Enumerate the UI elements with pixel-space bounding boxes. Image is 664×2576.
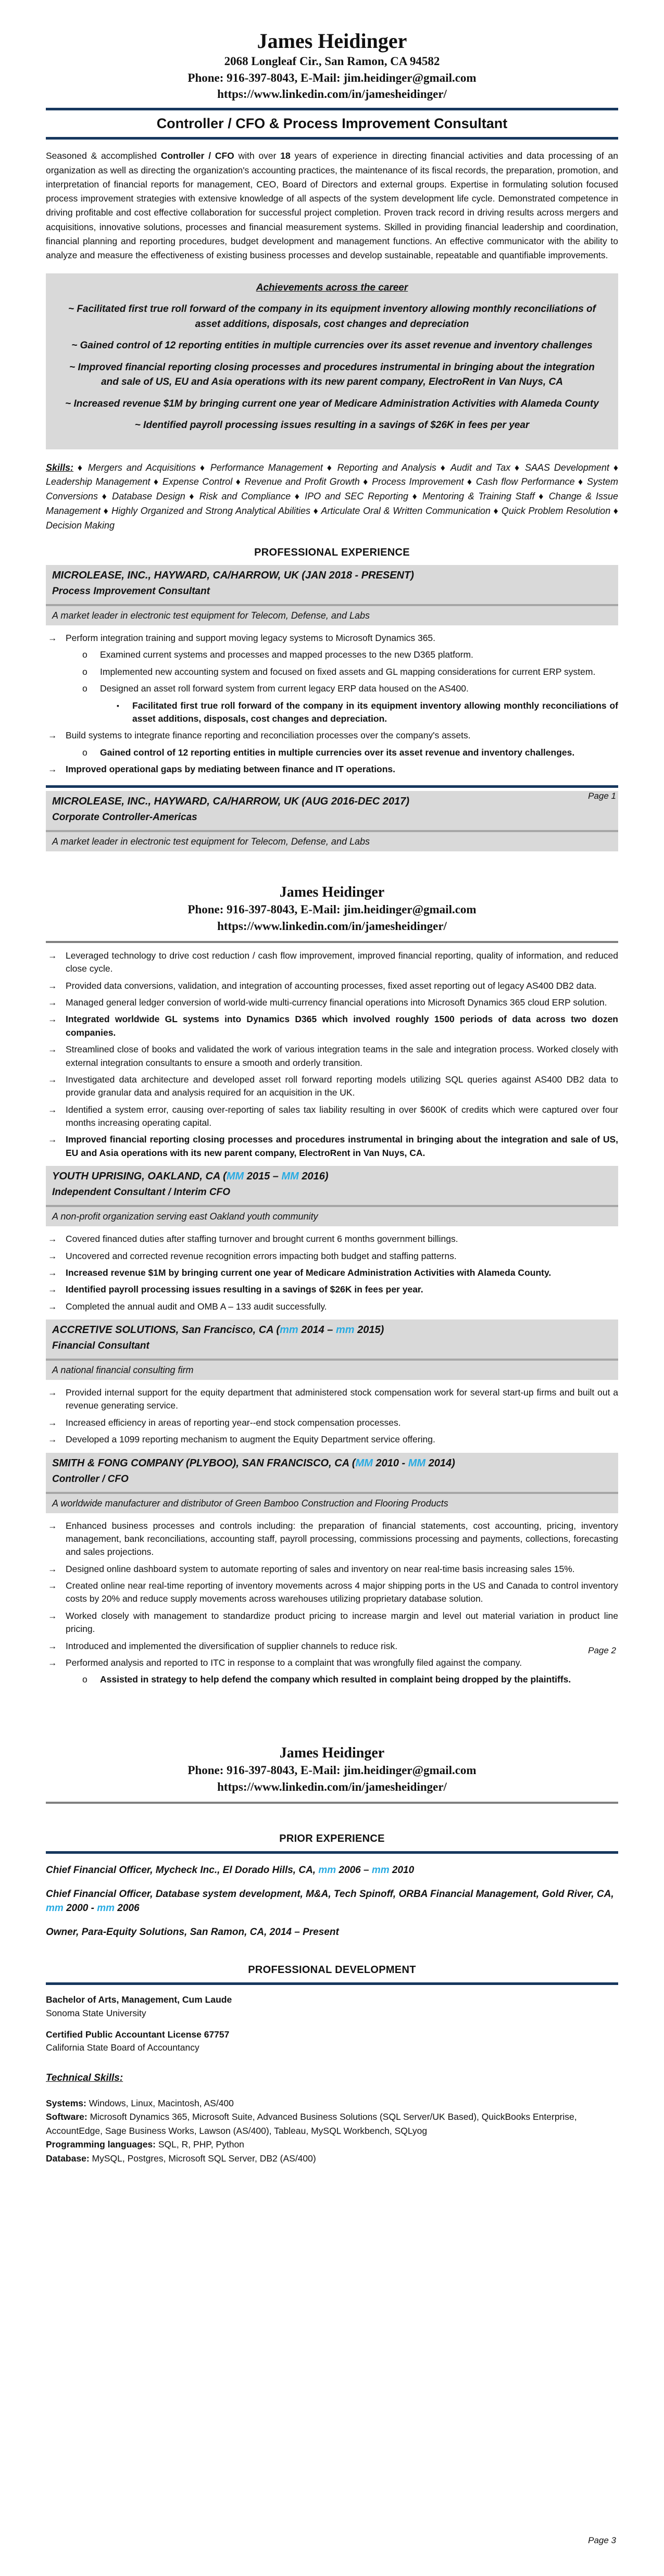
month-placeholder: MM <box>355 1457 373 1469</box>
bullet-arrow-icon: → <box>48 1014 57 1025</box>
tech-values: MySQL, Postgres, Microsoft SQL Server, DB2 (AS/400) <box>89 2153 316 2164</box>
tech-skill-row <box>46 2096 618 2110</box>
job-bullets <box>46 1386 618 1447</box>
tech-label: Programming languages: <box>46 2139 156 2150</box>
achievement-item: ~ Improved financial reporting closing processes and procedures instrumental in bringing about the integration and sale of US, EU and Asia operations with its new parent company, ElectroRent in Van Nuys, CA <box>69 361 595 388</box>
job-company-line <box>52 1456 612 1470</box>
text-run: Owner, Para-Equity Solutions, San Ramon, CA, 2014 – Present <box>46 1926 339 1938</box>
job-company-line <box>52 569 612 582</box>
text-run: 2010 - <box>372 1457 408 1469</box>
tech-label: Systems: <box>46 2097 86 2108</box>
text-run: 2010 <box>389 1864 415 1876</box>
job-title: Corporate Controller-Americas <box>52 812 197 823</box>
job-title: Financial Consultant <box>52 1340 149 1352</box>
candidate-linkedin: https://www.linkedin.com/in/jamesheidinger/ <box>217 87 447 101</box>
bullet-circle-icon: o <box>82 666 87 677</box>
bullet-item: o Assisted in strategy to help defend the company which resulted in complaint being dropped by the plaintiffs. <box>46 1673 618 1686</box>
achievement-item: ~ Identified payroll processing issues resulting in a savings of $26K in fees per year <box>134 420 530 431</box>
page-2 <box>0 859 664 1717</box>
job-description: A market leader in electronic test equipment for Telecom, Defense, and Labs <box>46 604 618 625</box>
job-bullets <box>46 1519 618 1687</box>
tech-label: Software: <box>46 2112 87 2122</box>
page-number: Page 2 <box>588 1645 616 1655</box>
bullet-item: → Identified a system error, causing over-reporting of sales tax liability resulting in over $600K of credits which were captured over four months increasing operating capital. <box>46 1103 618 1130</box>
divider <box>46 108 618 110</box>
candidate-name: James Heidinger <box>279 1745 385 1761</box>
candidate-name: James Heidinger <box>257 29 407 53</box>
bullet-arrow-icon: → <box>48 1134 57 1145</box>
bullet-item: → Integrated worldwide GL systems into Dynamics D365 which involved roughly 1500 periods of data across two dozen companies. <box>46 1013 618 1039</box>
bullet-arrow-icon: → <box>48 1563 57 1574</box>
bullet-item: → Streamlined close of books and validated the work of various integration teams in the sale and integration process. Worked closely with external integration consultants to ensure a smooth and orderly transition. <box>46 1043 618 1070</box>
divider <box>46 1802 618 1804</box>
bullet-arrow-icon: → <box>48 1267 57 1278</box>
prior-experience-item <box>46 1887 618 1916</box>
achievement-item: ~ Increased revenue $1M by bringing current one year of Medicare Administration Activities with Alameda County <box>65 398 599 409</box>
bullet-arrow-icon: → <box>48 1284 57 1295</box>
education-degree-block <box>46 1993 618 2020</box>
bullet-item: → Perform integration training and support moving legacy systems to Microsoft Dynamics 365. <box>46 632 618 645</box>
bullet-arrow-icon: → <box>48 1234 57 1245</box>
education-cert-block <box>46 2028 618 2055</box>
text-run: MICROLEASE, INC., HAYWARD, CA/HARROW, UK (JAN 2018 - PRESENT) <box>52 570 414 582</box>
bullet-arrow-icon: → <box>48 950 57 961</box>
bullet-arrow-icon: → <box>48 1434 57 1445</box>
page-3 <box>0 1717 664 2576</box>
job-title: Controller / CFO <box>52 1473 129 1485</box>
skills-list: ♦ Mergers and Acquisitions ♦ Performance Management ♦ Reporting and Analysis ♦ Audit and Tax ♦ SAAS Development ♦ Leadership Management ♦ Expense Control ♦ Revenue and Profit Growth ♦ Process Improvement ♦ Cash flow Performance ♦ System Conversions ♦ Database Design ♦ Risk and Compliance ♦ IPO and SEC Reporting ♦ Mentoring & Training Staff ♦ Change & Issue Management ♦ Highly Organized and Strong Analytical Abilities ♦ Articulate Oral & Written Communication ♦ Quick Problem Resolution ♦ Decision Making <box>46 462 618 531</box>
bullet-arrow-icon: → <box>48 1640 57 1651</box>
text-run: Seasoned & accomplished <box>46 150 161 161</box>
bullet-item: → Increased revenue $1M by bringing current one year of Medicare Administration Activities with Alameda County. <box>46 1266 618 1279</box>
technical-skills-heading: Technical Skills: <box>46 2072 123 2083</box>
bullet-item: → Covered financed duties after staffing turnover and brought current 6 months government billings. <box>46 1233 618 1246</box>
bullet-item: → Increased efficiency in areas of reporting year--end stock compensation processes. <box>46 1416 618 1429</box>
job-bullets <box>46 632 618 776</box>
job-company-line <box>52 1170 612 1183</box>
section-heading-prior: PRIOR EXPERIENCE <box>279 1832 385 1844</box>
bullet-arrow-icon: → <box>48 980 57 991</box>
bullet-arrow-icon: → <box>48 1074 57 1085</box>
text-run: Chief Financial Officer, Mycheck Inc., El Dorado Hills, CA, <box>46 1864 319 1876</box>
bullet-item: → Identified payroll processing issues resulting in a savings of $26K in fees per year. <box>46 1283 618 1296</box>
bullet-square-icon: ▪ <box>117 701 119 710</box>
achievement-item: ~ Facilitated first true roll forward of the company in its equipment inventory allowing monthly reconciliations of asset additions, disposals, cost changes and depreciation <box>68 304 596 330</box>
bullet-item: → Introduced and implemented the diversification of supplier channels to reduce risk. <box>46 1640 618 1653</box>
job-description: A national financial consulting firm <box>46 1359 618 1380</box>
text-run: 2000 - <box>63 1903 97 1914</box>
prior-experience-item <box>46 1863 618 1878</box>
job-header-youth-uprising <box>46 1166 618 1205</box>
job-bullets <box>46 949 618 1160</box>
bullet-arrow-icon: → <box>48 764 57 775</box>
bullet-item: → Provided data conversions, validation, and integration of accounting processes, fixed asset reporting out of legacy AS400 DB2 data. <box>46 979 618 992</box>
bullet-item: → Uncovered and corrected revenue recognition errors impacting both budget and staffing patterns. <box>46 1250 618 1263</box>
month-placeholder: MM <box>408 1457 426 1469</box>
tech-values: Microsoft Dynamics 365, Microsoft Suite, Advanced Business Solutions (SQL Server/UK Based), QuickBooks Enterprise, AccountEdge, Sage Business Works, Lawson (AS/400), Tableau, MySQL Workbench, SQLyog <box>46 2112 577 2136</box>
bullet-item: → Enhanced business processes and controls including: the preparation of financial statements, cost accounting, pricing, inventory management, bank reconciliations, accounting staff, payroll processing, commissions processing and payments, collections, forecasting and sales projections. <box>46 1519 618 1559</box>
skills-label: Skills: <box>46 462 74 473</box>
bullet-item: → Build systems to integrate finance reporting and reconciliation processes over the company's assets. <box>46 729 618 742</box>
text-run: 2014) <box>425 1457 455 1469</box>
tech-label: Database: <box>46 2153 90 2164</box>
bullet-item: → Developed a 1099 reporting mechanism to augment the Equity Department service offering. <box>46 1433 618 1446</box>
bullet-item: → Managed general ledger conversion of world-wide multi-currency financial operations into Microsoft Dynamics 365 cloud ERP solution. <box>46 996 618 1009</box>
candidate-contact: Phone: 916-397-8043, E-Mail: jim.heidinger@gmail.com <box>187 902 477 916</box>
bullet-arrow-icon: → <box>48 1657 57 1668</box>
bullet-item: ▪ Facilitated first true roll forward of the company in its equipment inventory allowing monthly reconciliations of asset additions, disposals, cost changes and depreciation. <box>46 699 618 726</box>
page-number: Page 3 <box>588 2535 616 2545</box>
bullet-arrow-icon: → <box>48 730 57 741</box>
candidate-linkedin: https://www.linkedin.com/in/jamesheidinger/ <box>217 1780 447 1793</box>
bullet-arrow-icon: → <box>48 1044 57 1055</box>
bullet-circle-icon: o <box>82 747 87 758</box>
prior-experience-item <box>46 1925 618 1940</box>
text-run: 2014 – <box>298 1324 336 1336</box>
text-run: 2016) <box>298 1171 329 1183</box>
tech-skill-row <box>46 2110 618 2138</box>
divider <box>46 137 618 140</box>
text-run: SMITH & FONG COMPANY (PLYBOO), SAN FRANCISCO, CA ( <box>52 1457 356 1469</box>
bullet-item: → Improved financial reporting closing processes and procedures instrumental in bringing about the integration and sale of US, EU and Asia operations with its new parent company, ElectroRent in Van Nuys, CA. <box>46 1133 618 1160</box>
month-placeholder: mm <box>46 1903 64 1914</box>
bullet-item: → Provided internal support for the equity department that administered stock compensation work for several start-up firms and built out a revenue generating service. <box>46 1386 618 1413</box>
bullet-item: → Performed analysis and reported to ITC in response to a complaint that was wrongfully filed against the company. <box>46 1656 618 1669</box>
candidate-contact: Phone: 916-397-8043, E-Mail: jim.heidinger@gmail.com <box>187 71 477 84</box>
tech-skill-row <box>46 2152 618 2166</box>
summary-paragraph <box>46 149 618 262</box>
bullet-item: o Examined current systems and processes and mapped processes to the new D365 platform. <box>46 648 618 661</box>
bullet-arrow-icon: → <box>48 1580 57 1591</box>
month-placeholder: mm <box>371 1864 390 1876</box>
text-run: years of experience in directing financial activities and data processing of an organization as well as directing the organization's accounting practices, the maintenance of its fiscal records, the preparation, promotion, and interpretation of financial reports for management, CEO, Board of Directors and external groups. Expertise in formulating solution focused process improvement strategies with extensive knowledge of all aspects of the system development life cycle. Demonstrated competence in driving profitable and cost effective collaboration for successful project completion. Proven track record in driving results across mergers and acquisitions, innovative solutions, processes and financial measurement systems. Skilled in providing financial leadership and coordination, financial planning and reporting procedures, budget development and management functions. An effective communicator with the ability to analyze and measure the effectiveness of existing business processes and develop sustainable, repeatable and quantifiable improvements. <box>46 150 619 261</box>
text-run: with over <box>234 150 281 161</box>
month-placeholder: MM <box>226 1171 244 1183</box>
achievement-item: ~ Gained control of 12 reporting entities in multiple currencies over its asset revenue and inventory challenges <box>71 340 593 351</box>
job-description: A worldwide manufacturer and distributor of Green Bamboo Construction and Flooring Products <box>46 1492 618 1513</box>
job-header-microlease-1 <box>46 565 618 604</box>
bullet-item: → Designed online dashboard system to automate reporting of sales and inventory on near real-time basis increasing sales 15%. <box>46 1563 618 1576</box>
text-run: 2015 – <box>244 1171 282 1183</box>
bullet-item: → Worked closely with management to standardize product pricing to increase margin and level out material variation in product line pricing. <box>46 1610 618 1636</box>
degree: Bachelor of Arts, Management, Cum Laude <box>46 1994 232 2005</box>
bullet-arrow-icon: → <box>48 1250 57 1261</box>
school: Sonoma State University <box>46 2007 146 2018</box>
month-placeholder: mm <box>97 1903 115 1914</box>
page-number: Page 1 <box>588 791 616 801</box>
page2-header <box>46 884 618 935</box>
tech-skill-row <box>46 2138 618 2152</box>
bullet-arrow-icon: → <box>48 997 57 1008</box>
bullet-arrow-icon: → <box>48 1610 57 1621</box>
section-heading-development: PROFESSIONAL DEVELOPMENT <box>248 1964 416 1976</box>
job-header-smith-fong <box>46 1453 618 1492</box>
text-run: 2006 – <box>336 1864 372 1876</box>
bullet-item: → Improved operational gaps by mediating between finance and IT operations. <box>46 763 618 776</box>
divider <box>46 1851 618 1854</box>
tech-values: SQL, R, PHP, Python <box>156 2139 244 2150</box>
text-run: ACCRETIVE SOLUTIONS, San Francisco, CA ( <box>52 1324 280 1336</box>
job-header-accretive <box>46 1320 618 1359</box>
bullet-item: → Investigated data architecture and developed asset roll forward reporting models utilizing SQL queries against AS400 DB2 data to provide granular data and analysis required for an acquisition in the UK. <box>46 1073 618 1100</box>
text-run: YOUTH UPRISING, OAKLAND, CA ( <box>52 1171 227 1183</box>
text-run: 18 <box>280 150 291 161</box>
job-header-microlease-2 <box>46 791 618 830</box>
job-title: Process Improvement Consultant <box>52 586 210 597</box>
month-placeholder: mm <box>280 1324 298 1336</box>
job-bullets <box>46 1233 618 1313</box>
text-run: 2006 <box>115 1903 140 1914</box>
month-placeholder: MM <box>281 1171 299 1183</box>
achievements-title: Achievements across the career <box>256 282 408 293</box>
month-placeholder: mm <box>318 1864 336 1876</box>
bullet-arrow-icon: → <box>48 633 57 644</box>
text-run: Chief Financial Officer, Database system development, M&A, Tech Spinoff, ORBA Financial Management, Gold River, CA, <box>46 1888 614 1900</box>
achievements-box <box>46 273 618 449</box>
bullet-item: → Completed the annual audit and OMB A – 133 audit successfully. <box>46 1300 618 1313</box>
divider <box>46 1982 618 1985</box>
month-placeholder: mm <box>335 1324 355 1336</box>
candidate-linkedin: https://www.linkedin.com/in/jamesheidinger/ <box>217 919 447 933</box>
divider <box>46 941 618 943</box>
job-title: Independent Consultant / Interim CFO <box>52 1187 230 1198</box>
page-1 <box>0 0 664 859</box>
text-run: 2015) <box>354 1324 384 1336</box>
page3-header <box>46 1744 618 1795</box>
bullet-arrow-icon: → <box>48 1387 57 1398</box>
divider <box>46 785 618 788</box>
certification: Certified Public Accountant License 67757 <box>46 2029 230 2040</box>
bullet-item: o Gained control of 12 reporting entities in multiple currencies over its asset revenue and inventory challenges. <box>46 746 618 759</box>
role-title: Controller / CFO & Process Improvement Consultant <box>156 116 508 132</box>
job-company-line <box>52 795 612 808</box>
candidate-address: 2068 Longleaf Cir., San Ramon, CA 94582 <box>224 55 440 68</box>
bullet-arrow-icon: → <box>48 1104 57 1115</box>
bullet-item: → Leveraged technology to drive cost reduction / cash flow improvement, improved financial reporting, quality of information, and reduced close cycle. <box>46 949 618 976</box>
bullet-arrow-icon: → <box>48 1520 57 1531</box>
certification-org: California State Board of Accountancy <box>46 2042 199 2053</box>
bullet-item: o Designed an asset roll forward system from current legacy ERP data housed on the AS400. <box>46 682 618 695</box>
bullet-circle-icon: o <box>82 649 87 660</box>
section-heading-experience: PROFESSIONAL EXPERIENCE <box>254 547 410 559</box>
bullet-arrow-icon: → <box>48 1417 57 1428</box>
bullet-circle-icon: o <box>82 683 87 694</box>
candidate-contact: Phone: 916-397-8043, E-Mail: jim.heidinger@gmail.com <box>187 1763 477 1777</box>
job-description: A non-profit organization serving east Oakland youth community <box>46 1205 618 1226</box>
bullet-arrow-icon: → <box>48 1301 57 1312</box>
text-run: MICROLEASE, INC., HAYWARD, CA/HARROW, UK (AUG 2016-DEC 2017) <box>52 796 409 808</box>
job-company-line <box>52 1323 612 1337</box>
page1-header <box>46 29 618 103</box>
bullet-item: → Created online near real-time reporting of inventory movements across 4 major shipping ports in the US and Canada to control inventory costs by 20% and reduce supply movements across warehouses utilizing proprietary database solution. <box>46 1579 618 1606</box>
job-description: A market leader in electronic test equipment for Telecom, Defense, and Labs <box>46 830 618 851</box>
candidate-name: James Heidinger <box>279 884 385 900</box>
skills-paragraph <box>46 461 618 533</box>
bullet-item: o Implemented new accounting system and focused on fixed assets and GL mapping considerations for current ERP system. <box>46 665 618 678</box>
text-run: Controller / CFO <box>160 150 234 161</box>
tech-values: Windows, Linux, Macintosh, AS/400 <box>86 2097 234 2108</box>
bullet-circle-icon: o <box>82 1674 87 1685</box>
